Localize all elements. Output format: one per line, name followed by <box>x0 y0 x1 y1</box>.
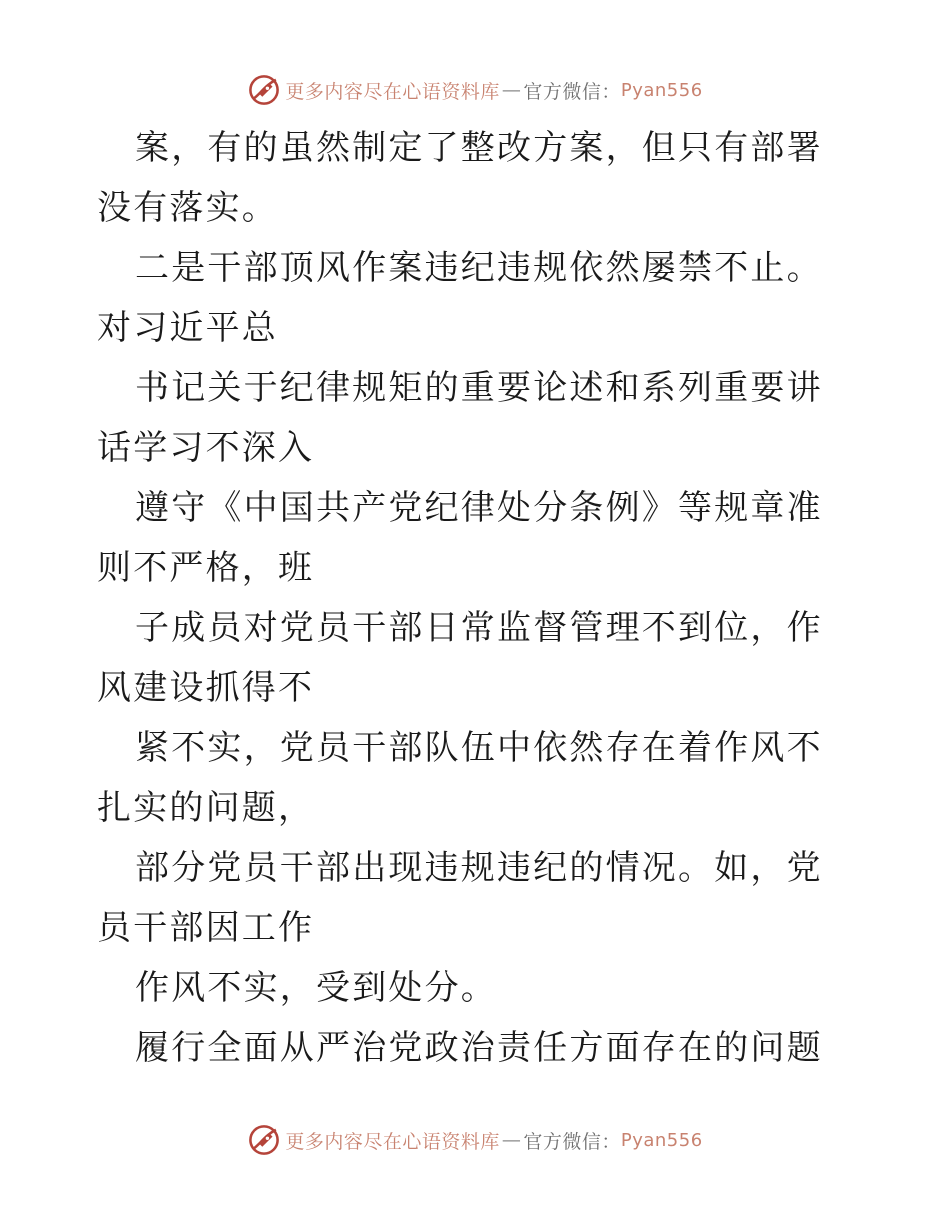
header-banner <box>0 70 950 110</box>
paragraph-8: 作风不实，受到处分。 <box>135 968 497 1008</box>
banner-brand-text: 更多内容尽在心语资料库 <box>285 1130 500 1153</box>
banner-wechat-id: Pyan556 <box>620 79 703 101</box>
paragraph-7: 部分党员干部出现违规违纪的情况。如，党员干部因工作 <box>97 848 823 948</box>
footer-banner <box>0 1120 950 1160</box>
paragraph-9: 履行全面从严治党政治责任方面存在的问题 <box>135 1028 823 1068</box>
banner-official-label: 官方微信： <box>523 80 621 103</box>
banner-dash: — <box>501 1129 522 1151</box>
banner-dash: — <box>501 79 522 101</box>
banner-brand-text: 更多内容尽在心语资料库 <box>285 80 500 103</box>
paragraph-1: 案，有的虽然制定了整改方案，但只有部署没有落实。 <box>97 128 823 228</box>
banner-wechat-id: Pyan556 <box>620 1129 703 1151</box>
paragraph-4: 遵守《中国共产党纪律处分条例》等规章准则不严格，班 <box>97 488 823 588</box>
pen-nib-logo-icon <box>247 1123 281 1157</box>
paragraph-2: 二是干部顶风作案违纪违规依然屡禁不止。对习近平总 <box>97 248 823 348</box>
document-body <box>97 118 857 1078</box>
paragraph-5: 子成员对党员干部日常监督管理不到位，作风建设抓得不 <box>97 608 823 708</box>
paragraph-6: 紧不实，党员干部队伍中依然存在着作风不扎实的问题， <box>97 728 823 828</box>
banner-official-label: 官方微信： <box>523 1130 621 1153</box>
paragraph-3: 书记关于纪律规矩的重要论述和系列重要讲话学习不深入 <box>97 368 823 468</box>
pen-nib-logo-icon <box>247 73 281 107</box>
